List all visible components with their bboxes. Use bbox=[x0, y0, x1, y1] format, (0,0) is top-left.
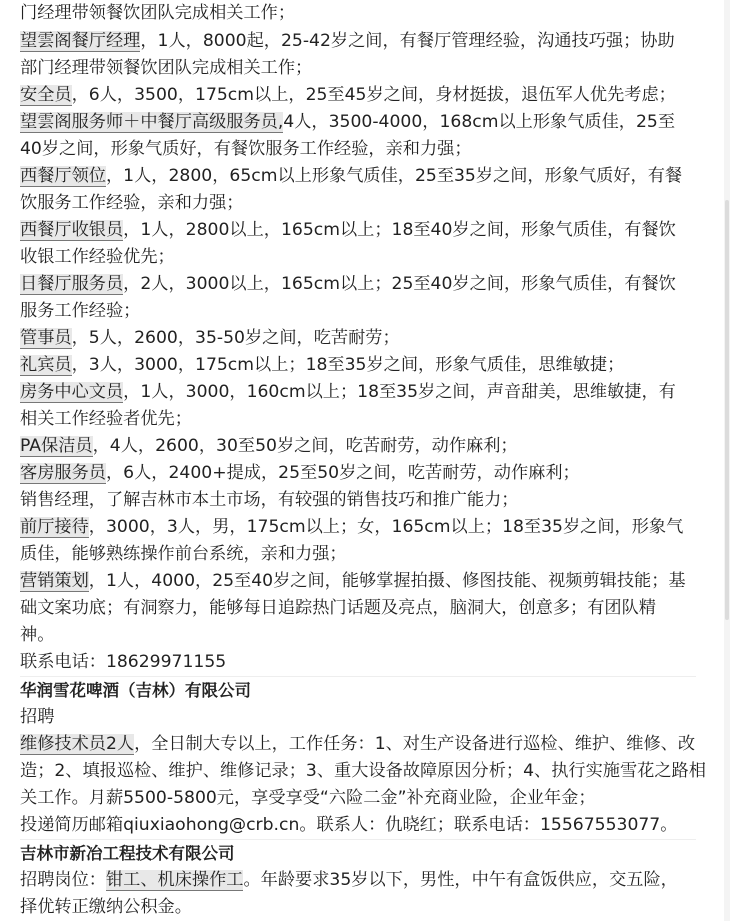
job-line: 招聘岗位：钳工、机床操作工。年龄要求35岁以下，男性，中午有盒饭供应，交五险， bbox=[20, 870, 678, 890]
scrollbar-track[interactable] bbox=[724, 0, 730, 921]
text-line: 饮服务工作经验，亲和力强； bbox=[20, 193, 244, 213]
job-title-highlight: 钳工、机床操作工 bbox=[105, 870, 244, 890]
text-line: 销售经理，了解吉林市本土市场，有较强的销售技巧和推广能力； bbox=[20, 490, 519, 510]
job-title-highlight: 营销策划 bbox=[20, 571, 89, 591]
job-title-highlight: 前厅接待 bbox=[20, 517, 89, 537]
job-line: 维修技术员2人，全日制大专以上，工作任务：1、对生产设备进行巡检、维护、维修、改 bbox=[20, 734, 696, 754]
job-title-highlight: 安全员 bbox=[20, 85, 72, 105]
job-line: 房务中心文员，1人，3000，160cm以上；18至35岁之间，声音甜美，思维敏捷，有 bbox=[20, 382, 676, 402]
job-line: 西餐厅收银员，1人，2800以上，165cm以上；18至40岁之间，形象气质佳，有餐饮 bbox=[20, 220, 676, 240]
job-title-highlight: 望雲阁餐厅经理 bbox=[20, 31, 141, 51]
job-line: 望雲阁服务师＋中餐厅高级服务员,4人，3500-4000，168cm以上形象气质佳，25至 bbox=[20, 112, 676, 132]
job-line: 营销策划，1人，4000，25至40岁之间，能够掌握拍摄、修图技能、视频剪辑技能；基 bbox=[20, 571, 686, 591]
job-title-highlight: 礼宾员 bbox=[20, 355, 72, 375]
job-title-highlight: 房务中心文员 bbox=[20, 382, 124, 402]
job-line: PA保洁员，4人，2600，30至50岁之间，吃苦耐劳，动作麻利； bbox=[20, 436, 518, 456]
job-line: 望雲阁餐厅经理，1人，8000起，25-42岁之间，有餐厅管理经验，沟通技巧强；协助 bbox=[20, 31, 675, 51]
job-title-highlight: 望雲阁服务师＋中餐厅高级服务员, bbox=[20, 112, 284, 132]
job-line: 安全员，6人，3500，175cm以上，25至45岁之间，身材挺拔，退伍军人优先考虑； bbox=[20, 85, 676, 105]
text-line: 服务工作经验； bbox=[20, 301, 141, 321]
job-title-highlight: 管事员 bbox=[20, 328, 72, 348]
job-title-highlight: 日餐厅服务员 bbox=[20, 274, 124, 294]
company-name: 华润雪花啤酒（吉林）有限公司 bbox=[20, 681, 251, 700]
text-line: 部门经理带领餐饮团队完成相关工作； bbox=[20, 58, 313, 78]
text-line: 神。 bbox=[20, 625, 55, 645]
job-title-highlight: PA保洁员 bbox=[20, 436, 93, 456]
company-name: 吉林市新冶工程技术有限公司 bbox=[20, 844, 235, 863]
job-title-highlight: 客房服务员 bbox=[20, 463, 106, 483]
text-line: 择优转正缴纳公积金。 bbox=[20, 897, 192, 917]
job-line: 管事员，5人，2600，35-50岁之间，吃苦耐劳； bbox=[20, 328, 400, 348]
text-line: 投递简历邮箱qiuxiaohong@crb.cn。联系人：仇晓红；联系电话：15567553077。 bbox=[20, 815, 678, 835]
job-line: 日餐厅服务员，2人，3000以上，165cm以上；25至40岁之间，形象气质佳，有餐饮 bbox=[20, 274, 676, 294]
text-line: 造；2、填报巡检、维护、维修记录；3、重大设备故障原因分析；4、执行实施雪花之路相 bbox=[20, 761, 706, 781]
text-line: 招聘 bbox=[20, 707, 55, 727]
text-line: 础文案功底；有洞察力，能够每日追踪热门话题及亮点，脑洞大，创意多；有团队精 bbox=[20, 598, 656, 618]
text-line: 门经理带领餐饮团队完成相关工作； bbox=[20, 3, 296, 23]
text-line: 40岁之间，形象气质好，有餐饮服务工作经验，亲和力强； bbox=[20, 139, 472, 159]
text-line: 关工作。月薪5500-5800元，享受享受“六险二金”补充商业险，企业年金； bbox=[20, 788, 596, 808]
contact-phone: 联系电话：18629971155 bbox=[20, 652, 227, 672]
text-line: 相关工作经验者优先； bbox=[20, 409, 192, 429]
job-line: 西餐厅领位，1人，2800，65cm以上形象气质佳，25至35岁之间，形象气质好，有餐 bbox=[20, 166, 683, 186]
text-line: 质佳，能够熟练操作前台系统，亲和力强； bbox=[20, 544, 347, 564]
scrollbar-thumb[interactable] bbox=[725, 200, 729, 620]
job-title-highlight: 维修技术员2人 bbox=[20, 734, 135, 754]
job-line: 客房服务员，6人，2400+提成，25至50岁之间，吃苦耐劳，动作麻利； bbox=[20, 463, 580, 483]
job-line: 前厅接待，3000，3人，男，175cm以上；女，165cm以上；18至35岁之间，形象气 bbox=[20, 517, 684, 537]
job-title-highlight: 西餐厅收银员 bbox=[20, 220, 124, 240]
job-title-highlight: 西餐厅领位 bbox=[20, 166, 106, 186]
job-line: 礼宾员，3人，3000，175cm以上；18至35岁之间，形象气质佳，思维敏捷； bbox=[20, 355, 625, 375]
text-line: 收银工作经验优先； bbox=[20, 247, 175, 267]
